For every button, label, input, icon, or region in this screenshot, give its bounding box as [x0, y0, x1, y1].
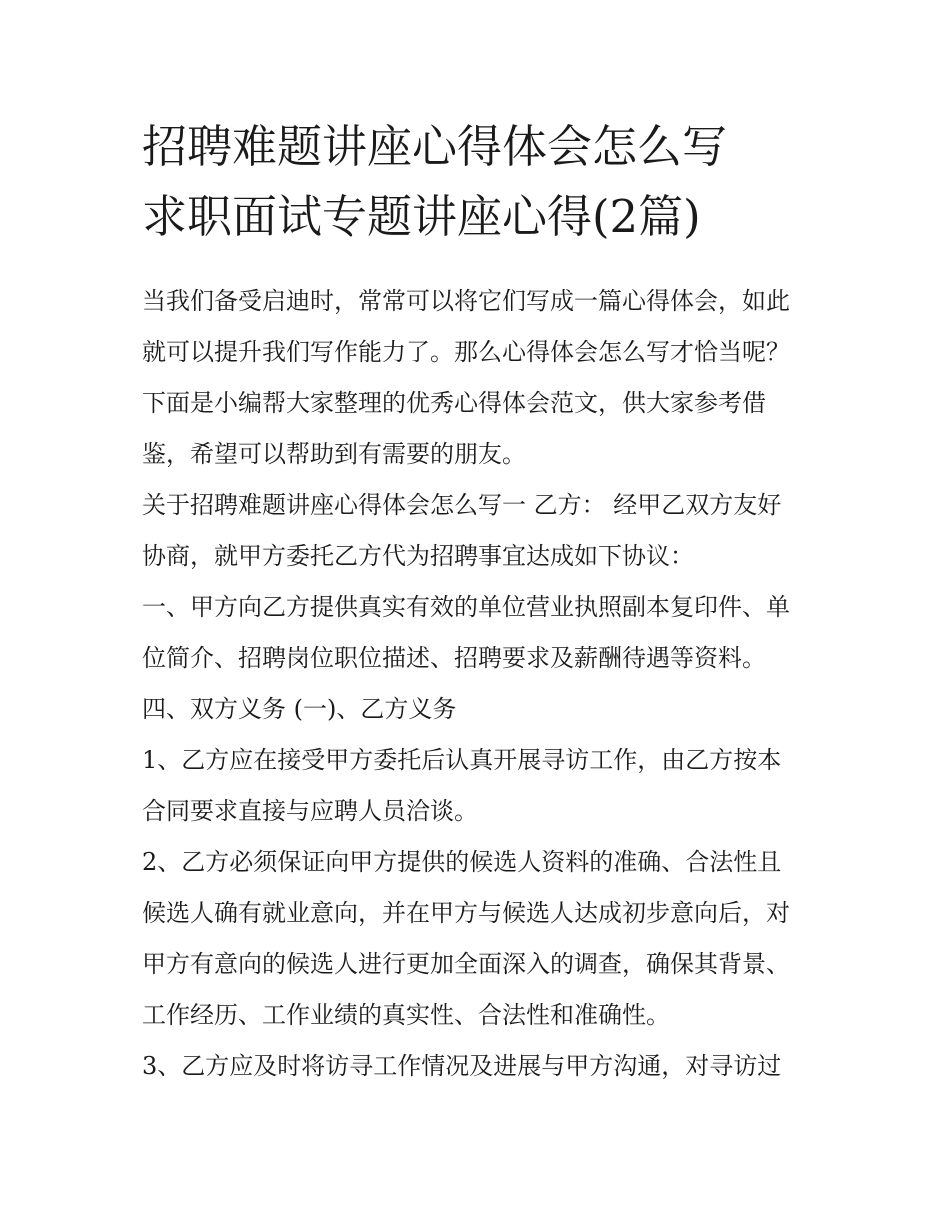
title-line-1: 招聘难题讲座心得体会怎么写 [142, 120, 728, 173]
body-line: 工作经历、工作业绩的真实性、合法性和准确性。 [142, 1001, 670, 1029]
body-line: 位简介、招聘岗位职位描述、招聘要求及薪酬待遇等资料。 [142, 644, 766, 672]
body-line: 鉴，希望可以帮助到有需要的朋友。 [142, 440, 526, 468]
body-line: 当我们备受启迪时，常常可以将它们写成一篇心得体会，如此 [142, 287, 790, 315]
body-line: 协商，就甲方委托乙方代为招聘事宜达成如下协议： [142, 542, 694, 570]
title-line-2: 求职面试专题讲座心得(2篇) [142, 190, 701, 243]
body-line: 候选人确有就业意向，并在甲方与候选人达成初步意向后，对 [142, 899, 790, 927]
body-line: 3、乙方应及时将访寻工作情况及进展与甲方沟通，对寻访过 [142, 1052, 782, 1080]
document-body [142, 276, 822, 1092]
body-line: 下面是小编帮大家整理的优秀心得体会范文，供大家参考借 [142, 389, 766, 417]
body-line: 甲方有意向的候选人进行更加全面深入的调查，确保其背景、 [142, 950, 790, 978]
body-line: 就可以提升我们写作能力了。那么心得体会怎么写才恰当呢？ [142, 338, 790, 366]
body-line: 1、乙方应在接受甲方委托后认真开展寻访工作，由乙方按本 [142, 746, 782, 774]
document-title [142, 112, 822, 252]
body-line: 一、甲方向乙方提供真实有效的单位营业执照副本复印件、单 [142, 593, 790, 621]
body-line: 合同要求直接与应聘人员洽谈。 [142, 797, 478, 825]
body-line: 2、乙方必须保证向甲方提供的候选人资料的准确、合法性且 [142, 848, 782, 876]
body-line: 关于招聘难题讲座心得体会怎么写一 乙方： 经甲乙双方友好 [142, 491, 782, 519]
body-line: 四、双方义务 (一)、乙方义务 [142, 695, 457, 723]
